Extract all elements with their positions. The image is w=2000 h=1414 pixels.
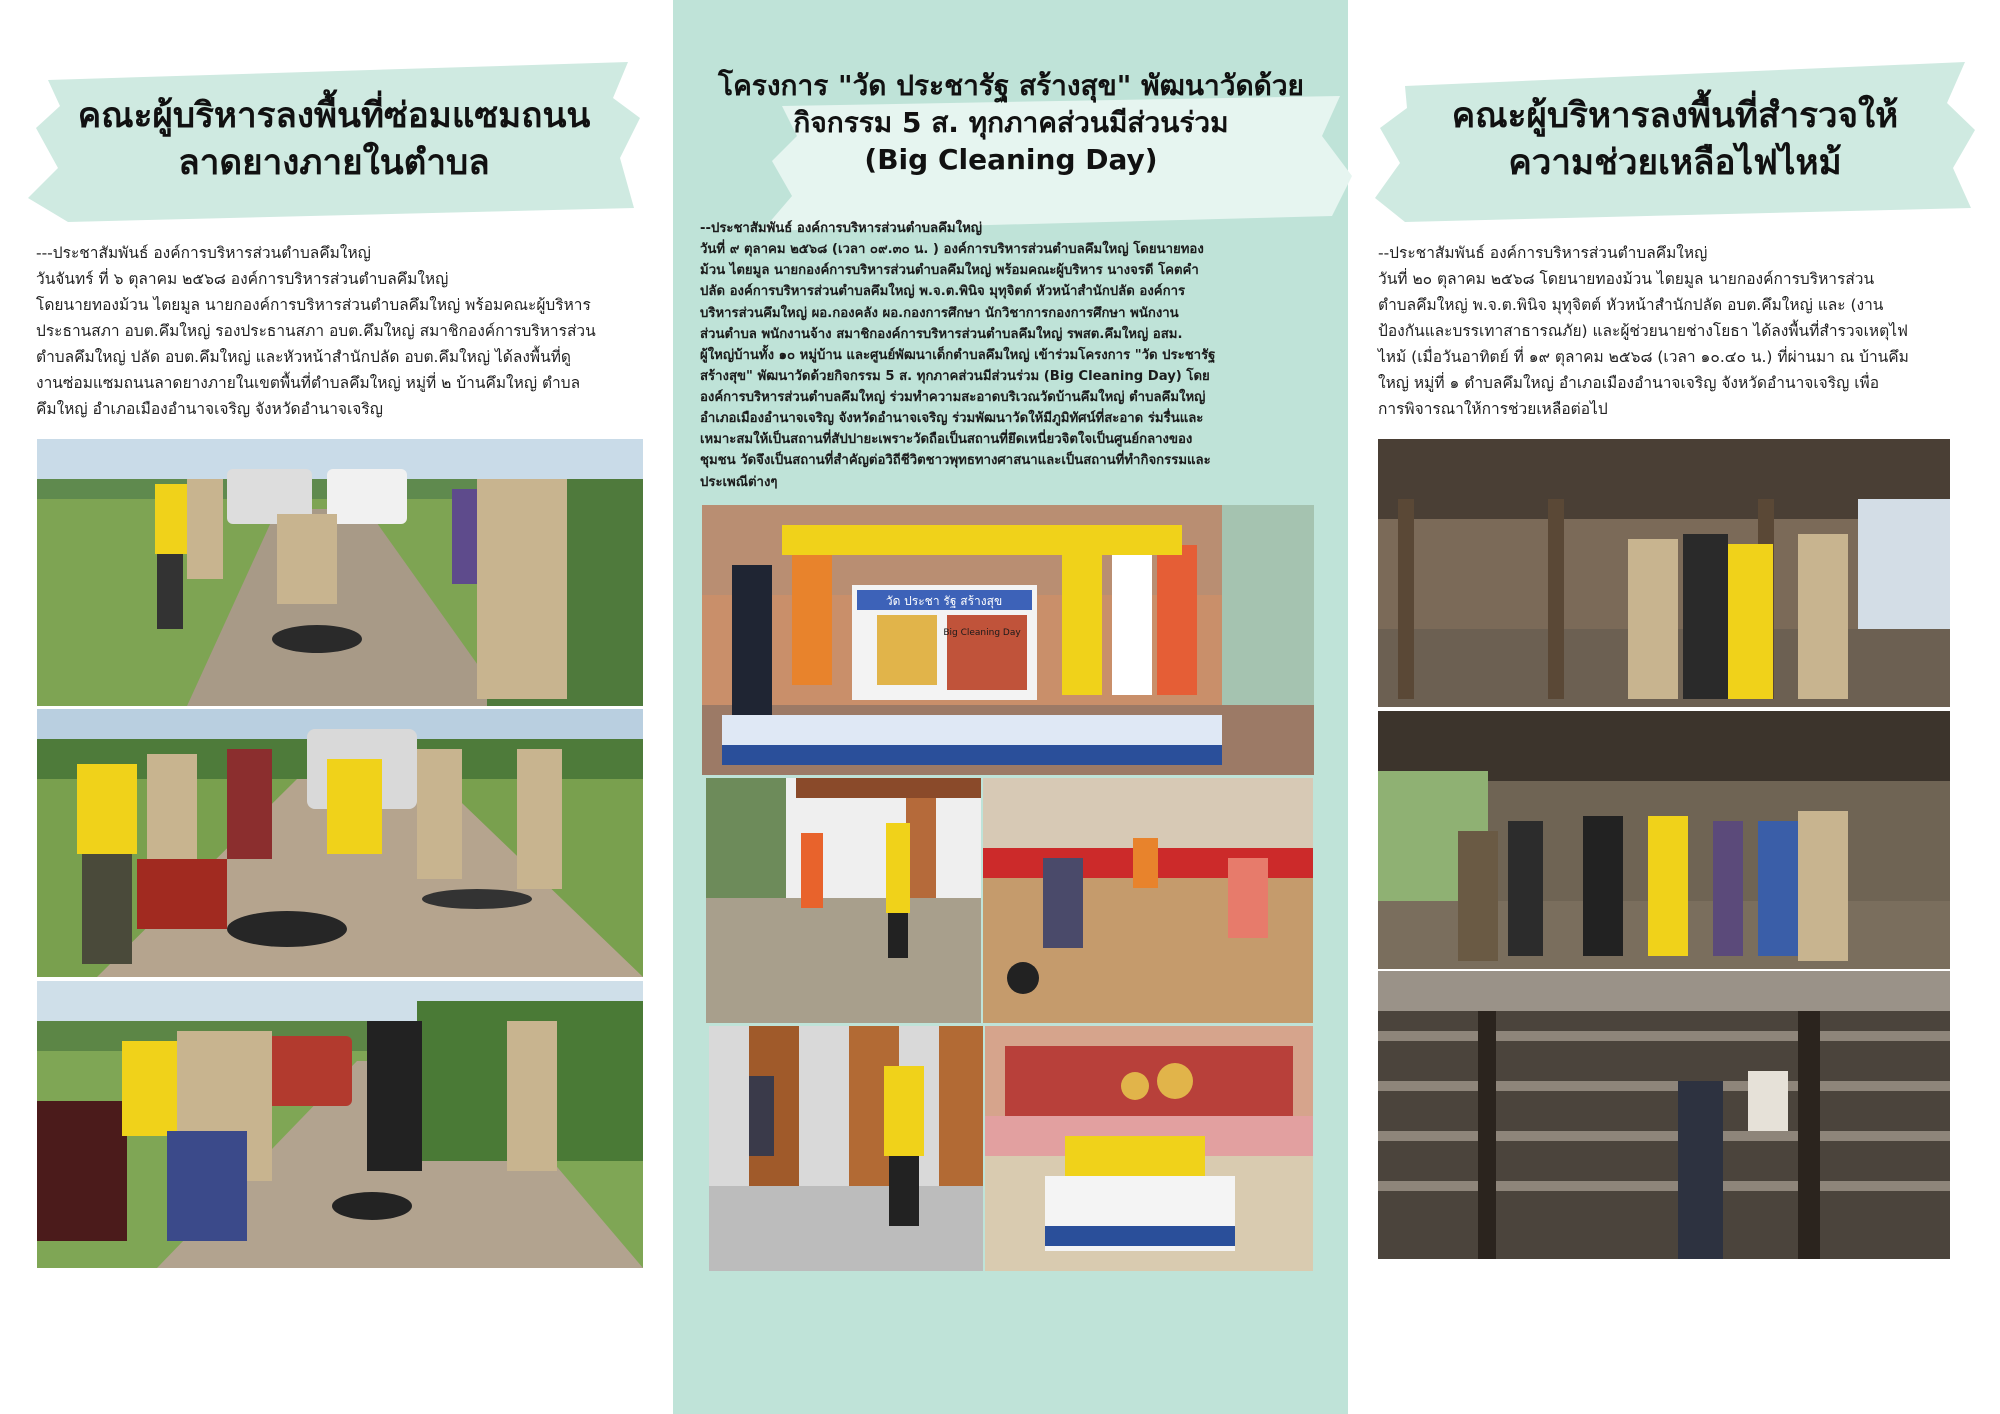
temple-banner-text: วัด ประชา รัฐ สร้างสุข [885, 594, 1003, 608]
middle-title: โครงการ "วัด ประชารัฐ สร้างสุข" พัฒนาวัดด้วย กิจกรรม 5 ส. ทุกภาคส่วนมีส่วนร่วม (Big Cleaning Day) [718, 69, 1304, 176]
left-title: คณะผู้บริหารลงพื้นที่ซ่อมแซมถนน ลาดยางภายในตำบล [77, 95, 591, 183]
sweeping-hall-photo [706, 778, 981, 1023]
right-title: คณะผู้บริหารลงพื้นที่สำรวจให้ ความช่วยเหลือไฟไหม้ [1451, 95, 1899, 183]
middle-body-text: --ประชาสัมพันธ์ องค์การบริหารส่วนตำบลคึมใหญ่ วันที่ ๙ ตุลาคม ๒๕๖๘ (เวลา ๐๙.๓๐ น. ) องค์การบริหารส่วนตำบลคึมใหญ่ โดยนายทอง ม้วน ไตยมูล นายกองค์การบริหารส่วนตำบลคึมใหญ่ พร้อมคณะผู้บริหาร นางจรดี โคตคำ ปลัด องค์การบริหารส่วนตำบลคึมใหญ่ พ.จ.ต.พินิจ มุทุจิตต์ หัวหน้าสำนักปลัด องค์การ บริหารส่วนคึมใหญ่ ผอ.กองคลัง ผอ.กองการศึกษา นักวิชาการกองการศึกษา พนักงาน ส่วนตำบล พนักงานจ้าง สมาชิกองค์การบริหารส่วนตำบลคึมใหญ่ รพสต.คึมใหญ่ อสม. ผู้ใหญ่บ้านทั้ง ๑๐ หมู่บ้าน และศูนย์พัฒนาเด็กตำบลคึมใหญ่ เข้าร่วมโครงการ "วัด ประชารัฐ สร้างสุข" พัฒนาวัดด้วยกิจกรรม 5 ส. ทุกภาคส่วนมีส่วนร่วม (Big Cleaning Day) โดย องค์การบริหารส่วนตำบลคึมใหญ่ ร่วมทำความสะอาดบริเวณวัดบ้านคึมใหญ่ ตำบลคึมใหญ่ อำเภอเมืองอำนาจเจริญ จังหวัดอำนาจเจริญ ร่วมพัฒนาวัดให้มีภูมิทัศน์ที่สะอาด ร่มรื่นและ เหมาะสมให้เป็นสถานที่สัปปายะเพราะวัดถือเป็นสถานที่ยึดเหนี่ยวจิตใจเป็นศูนย์กลางของ ชุมชน วัดจึงเป็นสถานที่สำคัญต่อวิถีชีวิตชาวพุทธทางศาสนาและเป็นสถานที่ทำกิจกรรมและ ประเพณีต่างๆ [700, 221, 1216, 490]
temple-banner-subtitle: Big Cleaning Day [943, 628, 1021, 638]
road-repair-photo-1 [37, 439, 643, 706]
mopping-room-photo [709, 1026, 983, 1271]
right-title-banner [1375, 58, 1975, 222]
fire-site-photo-1 [1378, 439, 1950, 707]
fire-site-photo-2 [1378, 711, 1950, 969]
washing-floor-photo [983, 778, 1313, 1023]
left-body-text: ---ประชาสัมพันธ์ องค์การบริหารส่วนตำบลคึมใหญ่ วันจันทร์ ที่ ๖ ตุลาคม ๒๕๖๘ องค์การบริหารส่วนตำบลคึมใหญ่ โดยนายทองม้วน ไตยมูล นายกองค์การบริหารส่วนตำบลคึมใหญ่ พร้อมคณะผู้บริหาร ประธานสภา อบต.คึมใหญ่ รองประธานสภา อบต.คึมใหญ่ สมาชิกองค์การบริหารส่วน ตำบลคึมใหญ่ ปลัด อบต.คึมใหญ่ และหัวหน้าสำนักปลัด อบต.คึมใหญ่ ได้ลงพื้นที่ดู งานซ่อมแซมถนนลาดยางภายในเขตพื้นที่ตำบลคึมใหญ่ หมู่ที่ ๒ บ้านคึมใหญ่ ตำบล คึมใหญ่ อำเภอเมืองอำนาจเจริญ จังหวัดอำนาจเจริญ [36, 244, 596, 419]
right-body-text: --ประชาสัมพันธ์ องค์การบริหารส่วนตำบลคึมใหญ่ วันที่ ๒๐ ตุลาคม ๒๕๖๘ โดยนายทองม้วน ไตยมูล นายกองค์การบริหารส่วน ตำบลคึมใหญ่ พ.จ.ต.พินิจ มุทุจิตต์ หัวหน้าสำนักปลัด อบต.คึมใหญ่ และ (งาน ป้องกันและบรรเทาสาธารณภัย) และผู้ช่วยนายช่างโยธา ได้ลงพื้นที่สำรวจเหตุไฟ ไหม้ (เมื่อวันอาทิตย์ ที่ ๑๙ ตุลาคม ๒๕๖๘ (เวลา ๑๐.๔๐ น.) ที่ผ่านมา ณ บ้านคึม ใหญ่ หมู่ที่ ๑ ตำบลคึมใหญ่ อำเภอเมืองอำนาจเจริญ จังหวัดอำนาจเจริญ เพื่อ การพิจารณาให้การช่วยเหลือต่อไป [1378, 244, 1909, 419]
burnt-roof-photo [1378, 971, 1950, 1259]
road-repair-photo-2 [37, 709, 643, 977]
temple-group-photo [702, 505, 1314, 775]
children-in-temple-photo [985, 1026, 1313, 1271]
left-title-banner [28, 58, 640, 222]
road-repair-photo-3 [37, 981, 643, 1268]
